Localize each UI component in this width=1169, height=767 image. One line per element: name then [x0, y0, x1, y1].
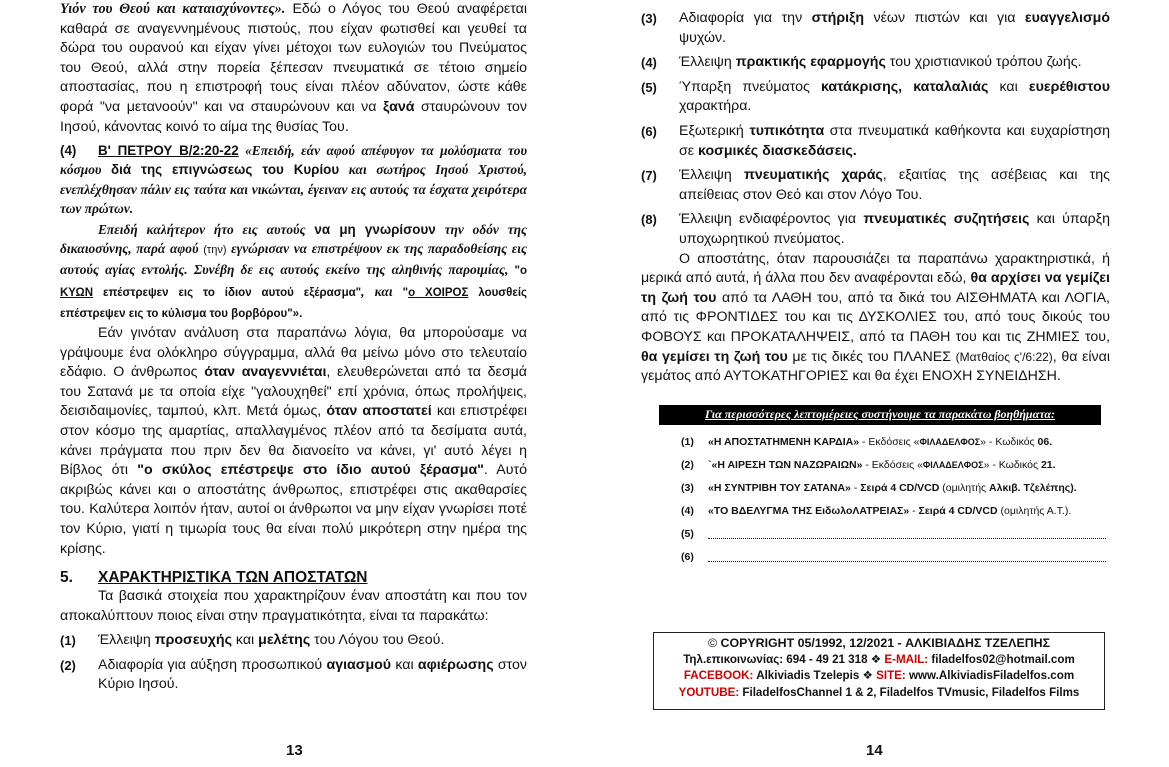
list-item: (3) Αδιαφορία για την στήριξη νέων πιστών και για ευαγγελισμό ψυχών. — [641, 10, 1111, 46]
scripture-quote: (4) Β' ΠΕΤΡΟΥ Β/2:20-22 «Επειδή, εάν αφού απέφυγον τα μολύσματα του κόσμου διά της επιγνώσεως του Κυρίου και σωτήρος Ιησού Χριστού, ενεπλέχθησαν πάλιν εις ταύτα και νικώνται, έγειναν εις αυτούς τα έσχατα χειρότερα των πρώτων. — [60, 143, 527, 216]
reference-blank: (6) — [681, 546, 1110, 569]
copyright-icon: © — [707, 636, 718, 650]
list-item: (7) Έλλειψη πνευματικής χαράς, εξαιτίας της ασέβειας και της απείθειας στον Θεό και στον Λόγο Του. — [641, 167, 1110, 203]
reference-blank: (5) — [681, 523, 1110, 546]
characteristics-list — [641, 9, 1110, 250]
diamond-icon: ❖ — [867, 652, 885, 666]
page-number: 14 — [866, 742, 883, 759]
dotted-line — [708, 530, 1106, 539]
section-heading: 5. ΧΑΡΑΚΤΗΡΙΣΤΙΚΑ ΤΩΝ ΑΠΟΣΤΑΤΩΝ — [60, 569, 368, 587]
copyright-box: © COPYRIGHT 05/1992, 12/2021 - ΑΛΚΙΒΙΑΔΗΣ ΤΖΕΛΕΠΗΣ Τηλ.επικοινωνίας: 694 - 49 21 318 ❖ E-MAIL: filadelfos02@hotmail.com FACEBOOK: Alkiviadis Tzelepis ❖ SITE: www.AlkiviadisFiladelfos.com YOUTUBE: FiladelfosChannel 1 & 2, Filadelfos TVmusic, Filadelfos Films — [653, 632, 1105, 710]
list-item: (1) Έλλειψη προσευχής και μελέτης του Λόγου του Θεού. — [60, 632, 445, 649]
paragraph-conclusion: Ο αποστάτης, όταν παρουσιάζει τα παραπάνω χαρακτηριστικά, ή μερικά από αυτά, ή άλλα που δεν αναφέρονται εδώ, θα αρχίσει να γεμίζει τη ζωή του από τα ΛΑΘΗ του, από τα δικά του ΑΙΣΘΗΜΑΤΑ και ΛΟΓΙΑ, από τις ΦΡΟΝΤΙΔΕΣ του και τις ΔΥΣΚΟΛΙΕΣ του, από τους δικούς του ΦΟΒΟΥΣ και ΠΡΟΚΑΤΑΛΗΨΕΙΣ, από τα ΠΑΘΗ του και τις ΖΗΜΙΕΣ του, θα γεμίσει τη ζωή του με τις δικές του ΠΛΑΝΕΣ (Ματθαίος ς'/6:22), θα είναι γεμάτος από ΑΥΤΟΚΑΤΗΓΟΡΙΕΣ και θα έχει ΕΝΟΧΗ ΣΥΝΕΙΔΗΣΗ. — [641, 250, 1111, 385]
page-14 — [641, 0, 1111, 699]
reference-item: (1) «Η ΑΠΟΣΤΑΤΗΜΕΝΗ ΚΑΡΔΙΑ» - Εκδόσεις «ΦΙΛΑΔΕΛΦΟΣ» - Κωδικός 06. — [681, 436, 1053, 449]
section-intro: Τα βασικά στοιχεία που χαρακτηρίζουν έναν αποστάτη και που τον αποκαλύπτουν ποιος είναι στην πραγματικότητα, είναι τα παρακάτω: — [60, 588, 527, 624]
list-item: (5) Ύπαρξη πνεύματος κατάκρισης, καταλαλιάς και ευερέθιστου χαρακτήρα. — [641, 78, 1110, 115]
diamond-icon: ❖ — [859, 669, 877, 682]
references-header: Για περισσότερες λεπτομέρειες συστήνουμε τα παρακάτω βοηθήματα: — [659, 405, 1101, 425]
list-item: (8) Έλλειψη ενδιαφέροντος για πνευματικές συζητήσεις και ύπαρξη υποχωρητικού πνεύματος. — [641, 211, 1110, 247]
list-item: (6) Εξωτερική τυπικότητα στα πνευματικά καθήκοντα και ευχαρίστηση σε κοσμικές διασκεδάσεις. — [641, 122, 1110, 159]
reference-item: (2) `«Η ΑΙΡΕΣΗ ΤΩΝ ΝΑΖΩΡΑΙΩΝ» - Εκδόσεις «ΦΙΛΑΔΕΛΦΟΣ» - Κωδικός 21. — [681, 459, 1056, 472]
paragraph-intro: Υιόν του Θεού και καταισχύνοντες». Εδώ ο Λόγος του Θεού αναφέρεται καθαρά σε αναγεννημένους πιστούς, που είχαν φωτισθεί και γευθεί τα δώρα του ουρανού και είχαν γίνει μέτοχοι των ευλογιών του Πνεύματος του Θεού, αλλά στην πορεία ξέπεσαν πνευματικά σε τέτοιο σημείο αποστασίας, που η επιστροφή τους είναι πλέον αδύνατον, ώστε κάθε φορά "να μετανοούν" και να σταυρώνουν και να ξανά σταυρώνουν τον Ιησού, κάνοντας κοινό το αίμα της θυσίας Του. — [60, 1, 527, 135]
page-number: 13 — [286, 742, 303, 759]
list-item: (2) Αδιαφορία για αύξηση προσωπικού αγιασμού και αφιέρωσης στον Κύριο Ιησού. — [60, 656, 527, 693]
paragraph-analysis: Εάν γινόταν ανάλυση στα παραπάνω λόγια, θα μπορούσαμε να γράψουμε ένα ολόκληρο σύγγραμμα, αλλά θα μείνω μόνο στο τελευταίο εδάφιο. Ο άνθρωπος όταν αναγεννιέται, ελευθερώνεται από τα δεσμά του Σατανά με τα οποία είχε "γαλουχηθεί" επί χρόνια, όπως προλήψεις, δεισιδαιμονίες, ταμπού, κλπ. Μετά όμως, όταν αποστατεί και επιστρέφει στον κόσμο της αμαρτίας, απαλλαγμένος πλέον από τα δεσίματα αυτά, κάνει πράγματα που πριν δεν θα διανοείτο να κάνει, γι' αυτό λέγει η Βίβλος ότι "ο σκύλος επέστρεψε στο ίδιο αυτού ξέρασμα". Αυτό ακριβώς κάνει και ο αποστάτης άνθρωπος, επιστρέφει στις ακαθαρσίες του. Καλύτερα λοιπόν ήταν, αυτοί οι άνθρωποι να μην είχαν γνωρίσει ποτέ τον Κύριο, γιατί η τιμωρία τους θα είναι πολύ μικρότερη στην ημέρα της κρίσης. — [60, 324, 527, 557]
references-list — [681, 431, 1110, 569]
list-item: (4) Έλλειψη πρακτικής εφαρμογής του χριστιανικού τρόπου ζωής. — [641, 54, 1082, 71]
dotted-line — [708, 553, 1106, 562]
reference-item: (4) «ΤΟ ΒΔΕΛΥΓΜΑ ΤΗΣ ΕιδωλοΛΑΤΡΕΙΑΣ» - Σειρά 4 CD/VCD (ομιλητής Α.Τ.). — [681, 505, 1072, 518]
reference-item: (3) «Η ΣΥΝΤΡΙΒΗ ΤΟΥ ΣΑΤΑΝΑ» - Σειρά 4 CD/VCD (ομιλητής Αλκιβ. Τζελέπης). — [681, 482, 1077, 495]
page-13 — [60, 0, 527, 695]
scripture-quote-cont: Επειδή καλήτερον ήτο εις αυτούς να μη γνωρίσουν την οδόν της δικαιοσύνης, παρά αφού (την) εγνώρισαν να επιστρέψουν εκ της παραδοθείσης εις αυτούς αγίας εντολής. Συνέβη δε εις αυτούς εκείνο της αληθινής παροιμίας, "ο ΚΥΩΝ επέστρεψεν εις το ίδιον αυτού εξέρασμα", και "ο ΧΟΙΡΟΣ λουσθείς επέστρεψεν εις το κύλισμα του βορβόρου"». — [60, 221, 528, 320]
